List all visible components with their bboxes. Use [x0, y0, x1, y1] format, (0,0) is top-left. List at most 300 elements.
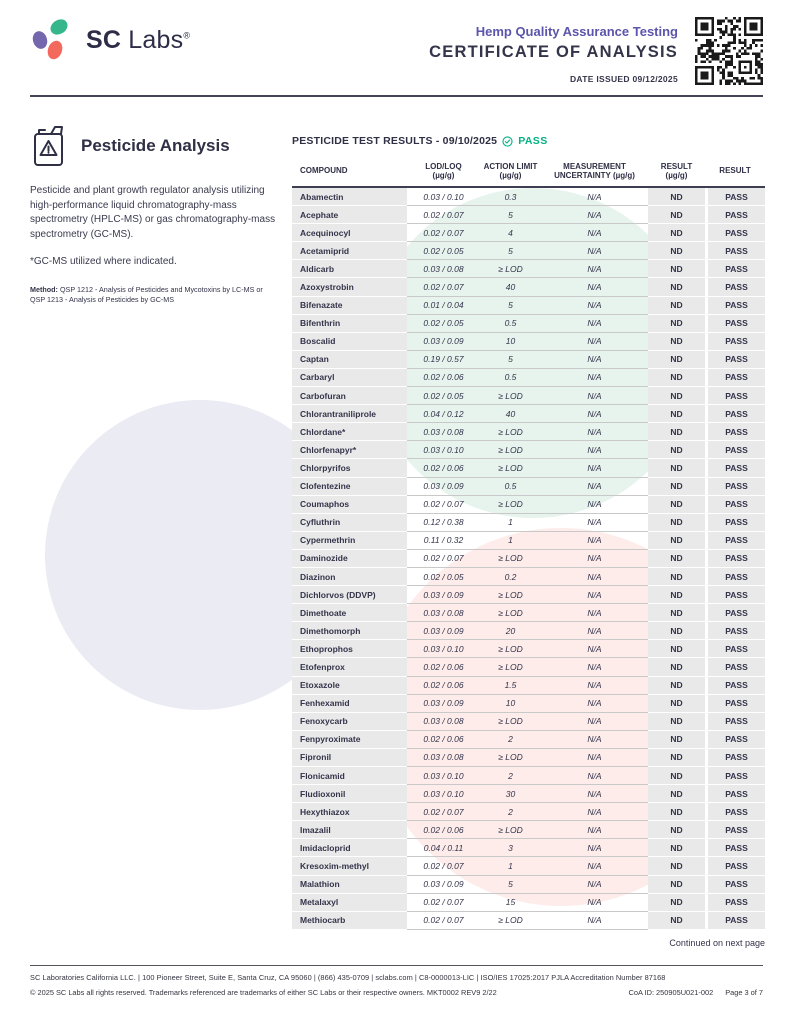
- uncertainty-cell: N/A: [541, 496, 648, 514]
- result-value-cell: ND: [648, 459, 705, 477]
- compound-cell: Cyfluthrin: [292, 514, 407, 532]
- table-row: [292, 713, 765, 731]
- result-value-cell: ND: [648, 478, 705, 496]
- section-title: Pesticide Analysis: [81, 136, 230, 155]
- compound-cell: Imazalil: [292, 821, 407, 839]
- action-limit-cell: 4: [480, 224, 541, 242]
- table-row: [292, 658, 765, 676]
- pesticide-canister-icon: [30, 124, 68, 168]
- result-status-cell: PASS: [705, 532, 765, 550]
- table-row: [292, 333, 765, 351]
- action-limit-cell: ≥ LOD: [480, 496, 541, 514]
- result-status-cell: PASS: [705, 785, 765, 803]
- result-value-cell: ND: [648, 260, 705, 278]
- uncertainty-cell: N/A: [541, 894, 648, 912]
- method-text: QSP 1212 - Analysis of Pesticides and Mycotoxins by LC-MS or QSP 1213 - Analysis of Pesticides by GC-MS: [30, 285, 263, 304]
- footer-copyright: © 2025 SC Labs all rights reserved. Trademarks referenced are trademarks of either SC Labs or their respective owners. MKT0002 REV9 2/22: [30, 988, 497, 997]
- compound-cell: Fenpyroximate: [292, 731, 407, 749]
- result-value-cell: ND: [648, 297, 705, 315]
- lod-loq-cell: 0.02 / 0.07: [407, 912, 480, 930]
- action-limit-cell: 15: [480, 894, 541, 912]
- col-action-limit: [480, 156, 541, 186]
- compound-cell: Chlorpyrifos: [292, 459, 407, 477]
- table-row: [292, 278, 765, 296]
- action-limit-cell: 1: [480, 857, 541, 875]
- result-status-cell: PASS: [705, 622, 765, 640]
- lod-loq-cell: 0.02 / 0.07: [407, 803, 480, 821]
- compound-cell: Chlorfenapyr*: [292, 441, 407, 459]
- lod-loq-cell: 0.02 / 0.06: [407, 459, 480, 477]
- table-row: [292, 876, 765, 894]
- table-row: [292, 514, 765, 532]
- result-status-cell: PASS: [705, 459, 765, 477]
- table-row: [292, 550, 765, 568]
- uncertainty-cell: N/A: [541, 188, 648, 206]
- result-value-cell: ND: [648, 441, 705, 459]
- footer-coa-block: [617, 988, 763, 997]
- uncertainty-cell: N/A: [541, 912, 648, 930]
- compound-cell: Ethoprophos: [292, 640, 407, 658]
- result-value-cell: ND: [648, 586, 705, 604]
- table-row: [292, 387, 765, 405]
- lod-loq-cell: 0.19 / 0.57: [407, 351, 480, 369]
- result-status-cell: PASS: [705, 550, 765, 568]
- compound-cell: Clofentezine: [292, 478, 407, 496]
- compound-cell: Flonicamid: [292, 767, 407, 785]
- compound-cell: Fenhexamid: [292, 695, 407, 713]
- lod-loq-cell: 0.02 / 0.07: [407, 224, 480, 242]
- col-uncertainty: [541, 156, 648, 186]
- action-limit-cell: 0.5: [480, 369, 541, 387]
- col-label: MEASUREMENT: [563, 161, 626, 171]
- uncertainty-cell: N/A: [541, 514, 648, 532]
- header-title-block: [429, 24, 678, 84]
- program-name: Hemp Quality Assurance Testing: [475, 24, 678, 39]
- page-number: Page 3 of 7: [725, 988, 763, 997]
- action-limit-cell: ≥ LOD: [480, 387, 541, 405]
- table-row: [292, 405, 765, 423]
- col-unit: (µg/g): [432, 171, 455, 180]
- compound-cell: Azoxystrobin: [292, 278, 407, 296]
- compound-cell: Fludioxonil: [292, 785, 407, 803]
- lod-loq-cell: 0.03 / 0.09: [407, 478, 480, 496]
- result-status-cell: PASS: [705, 857, 765, 875]
- col-lod-loq: [407, 156, 480, 186]
- uncertainty-cell: N/A: [541, 731, 648, 749]
- table-row: [292, 640, 765, 658]
- result-value-cell: ND: [648, 677, 705, 695]
- lod-loq-cell: 0.02 / 0.07: [407, 894, 480, 912]
- uncertainty-cell: N/A: [541, 821, 648, 839]
- lod-loq-cell: 0.03 / 0.10: [407, 785, 480, 803]
- uncertainty-cell: N/A: [541, 713, 648, 731]
- uncertainty-cell: N/A: [541, 658, 648, 676]
- table-row: [292, 297, 765, 315]
- compound-cell: Diazinon: [292, 568, 407, 586]
- compound-cell: Carbaryl: [292, 369, 407, 387]
- col-label: RESULT: [719, 166, 751, 176]
- header-divider: [30, 95, 763, 97]
- result-status-cell: PASS: [705, 369, 765, 387]
- result-status-cell: PASS: [705, 604, 765, 622]
- action-limit-cell: 1: [480, 532, 541, 550]
- result-status-cell: PASS: [705, 640, 765, 658]
- uncertainty-cell: N/A: [541, 333, 648, 351]
- lod-loq-cell: 0.04 / 0.12: [407, 405, 480, 423]
- lod-loq-cell: 0.02 / 0.07: [407, 857, 480, 875]
- result-status-cell: PASS: [705, 821, 765, 839]
- lod-loq-cell: 0.03 / 0.08: [407, 604, 480, 622]
- table-row: [292, 224, 765, 242]
- compound-cell: Chlorantraniliprole: [292, 405, 407, 423]
- table-row: [292, 369, 765, 387]
- lod-loq-cell: 0.02 / 0.05: [407, 387, 480, 405]
- lod-loq-cell: 0.01 / 0.04: [407, 297, 480, 315]
- result-value-cell: ND: [648, 857, 705, 875]
- uncertainty-cell: N/A: [541, 677, 648, 695]
- uncertainty-cell: N/A: [541, 876, 648, 894]
- uncertainty-cell: N/A: [541, 785, 648, 803]
- result-value-cell: ND: [648, 731, 705, 749]
- results-table-body: [292, 188, 765, 930]
- result-value-cell: ND: [648, 333, 705, 351]
- table-row: [292, 912, 765, 930]
- col-result-value: [648, 156, 705, 186]
- compound-cell: Captan: [292, 351, 407, 369]
- action-limit-cell: 5: [480, 242, 541, 260]
- table-row: [292, 894, 765, 912]
- col-unit: (µg/g): [499, 171, 522, 180]
- compound-cell: Bifenthrin: [292, 315, 407, 333]
- table-row: [292, 242, 765, 260]
- compound-cell: Metalaxyl: [292, 894, 407, 912]
- col-result-status: [705, 156, 765, 186]
- document-title: CERTIFICATE OF ANALYSIS: [429, 43, 678, 61]
- result-value-cell: ND: [648, 604, 705, 622]
- result-value-cell: ND: [648, 713, 705, 731]
- action-limit-cell: ≥ LOD: [480, 604, 541, 622]
- table-row: [292, 677, 765, 695]
- col-label: COMPOUND: [300, 166, 348, 176]
- result-status-cell: PASS: [705, 315, 765, 333]
- lod-loq-cell: 0.03 / 0.09: [407, 586, 480, 604]
- result-status-cell: PASS: [705, 206, 765, 224]
- lod-loq-cell: 0.11 / 0.32: [407, 532, 480, 550]
- lod-loq-cell: 0.03 / 0.09: [407, 622, 480, 640]
- uncertainty-cell: N/A: [541, 278, 648, 296]
- action-limit-cell: 30: [480, 785, 541, 803]
- lod-loq-cell: 0.02 / 0.07: [407, 278, 480, 296]
- coa-id: CoA ID: 250905U021-002: [628, 988, 714, 997]
- result-value-cell: ND: [648, 821, 705, 839]
- table-row: [292, 749, 765, 767]
- action-limit-cell: 5: [480, 206, 541, 224]
- results-title: PESTICIDE TEST RESULTS - 09/10/2025: [292, 135, 498, 147]
- result-value-cell: ND: [648, 405, 705, 423]
- result-status-cell: PASS: [705, 423, 765, 441]
- uncertainty-cell: N/A: [541, 297, 648, 315]
- result-status-cell: PASS: [705, 514, 765, 532]
- uncertainty-cell: N/A: [541, 767, 648, 785]
- uncertainty-cell: N/A: [541, 478, 648, 496]
- sc-labs-logo-icon: [30, 16, 76, 64]
- action-limit-cell: 1.5: [480, 677, 541, 695]
- action-limit-cell: ≥ LOD: [480, 912, 541, 930]
- pass-check-icon: [502, 136, 513, 147]
- result-value-cell: ND: [648, 767, 705, 785]
- action-limit-cell: 1: [480, 514, 541, 532]
- compound-cell: Methiocarb: [292, 912, 407, 930]
- lod-loq-cell: 0.02 / 0.06: [407, 821, 480, 839]
- result-status-cell: PASS: [705, 731, 765, 749]
- result-value-cell: ND: [648, 568, 705, 586]
- lod-loq-cell: 0.02 / 0.07: [407, 206, 480, 224]
- table-row: [292, 785, 765, 803]
- pesticide-test-results: [292, 135, 765, 948]
- table-row: [292, 767, 765, 785]
- compound-cell: Daminozide: [292, 550, 407, 568]
- col-label: LOD/LOQ: [425, 161, 462, 171]
- action-limit-cell: 10: [480, 333, 541, 351]
- uncertainty-cell: N/A: [541, 839, 648, 857]
- result-value-cell: ND: [648, 894, 705, 912]
- table-row: [292, 532, 765, 550]
- brand-bold: SC: [86, 25, 122, 54]
- uncertainty-cell: N/A: [541, 695, 648, 713]
- result-value-cell: ND: [648, 351, 705, 369]
- lod-loq-cell: 0.03 / 0.10: [407, 441, 480, 459]
- lod-loq-cell: 0.02 / 0.06: [407, 731, 480, 749]
- action-limit-cell: ≥ LOD: [480, 658, 541, 676]
- compound-cell: Malathion: [292, 876, 407, 894]
- compound-cell: Etoxazole: [292, 677, 407, 695]
- compound-cell: Acetamiprid: [292, 242, 407, 260]
- table-row: [292, 586, 765, 604]
- result-status-cell: PASS: [705, 695, 765, 713]
- compound-cell: Acequinocyl: [292, 224, 407, 242]
- result-value-cell: ND: [648, 912, 705, 930]
- action-limit-cell: 2: [480, 767, 541, 785]
- uncertainty-cell: N/A: [541, 224, 648, 242]
- uncertainty-cell: N/A: [541, 640, 648, 658]
- table-header: [292, 156, 765, 188]
- table-row: [292, 695, 765, 713]
- action-limit-cell: 20: [480, 622, 541, 640]
- table-row: [292, 496, 765, 514]
- result-value-cell: ND: [648, 876, 705, 894]
- result-value-cell: ND: [648, 188, 705, 206]
- qr-code: [695, 17, 763, 85]
- result-value-cell: ND: [648, 749, 705, 767]
- action-limit-cell: 0.2: [480, 568, 541, 586]
- result-status-cell: PASS: [705, 333, 765, 351]
- table-row: [292, 441, 765, 459]
- result-status-cell: PASS: [705, 749, 765, 767]
- action-limit-cell: 2: [480, 731, 541, 749]
- action-limit-cell: ≥ LOD: [480, 260, 541, 278]
- lod-loq-cell: 0.02 / 0.06: [407, 677, 480, 695]
- action-limit-cell: ≥ LOD: [480, 459, 541, 477]
- result-value-cell: ND: [648, 369, 705, 387]
- lod-loq-cell: 0.04 / 0.11: [407, 839, 480, 857]
- uncertainty-cell: N/A: [541, 206, 648, 224]
- lod-loq-cell: 0.03 / 0.08: [407, 423, 480, 441]
- uncertainty-cell: N/A: [541, 803, 648, 821]
- uncertainty-cell: N/A: [541, 405, 648, 423]
- table-row: [292, 206, 765, 224]
- col-unit: UNCERTAINTY (µg/g): [554, 171, 635, 180]
- result-status-cell: PASS: [705, 839, 765, 857]
- result-value-cell: ND: [648, 387, 705, 405]
- action-limit-cell: 5: [480, 351, 541, 369]
- uncertainty-cell: N/A: [541, 369, 648, 387]
- action-limit-cell: 3: [480, 839, 541, 857]
- compound-cell: Boscalid: [292, 333, 407, 351]
- result-value-cell: ND: [648, 658, 705, 676]
- lod-loq-cell: 0.02 / 0.07: [407, 550, 480, 568]
- action-limit-cell: 2: [480, 803, 541, 821]
- result-status-cell: PASS: [705, 297, 765, 315]
- compound-cell: Etofenprox: [292, 658, 407, 676]
- uncertainty-cell: N/A: [541, 260, 648, 278]
- compound-cell: Hexythiazox: [292, 803, 407, 821]
- uncertainty-cell: N/A: [541, 423, 648, 441]
- col-label: RESULT: [660, 161, 693, 171]
- result-status-cell: PASS: [705, 803, 765, 821]
- col-label: ACTION LIMIT: [483, 161, 538, 171]
- result-status-cell: PASS: [705, 188, 765, 206]
- lod-loq-cell: 0.02 / 0.06: [407, 369, 480, 387]
- result-value-cell: ND: [648, 423, 705, 441]
- uncertainty-cell: N/A: [541, 315, 648, 333]
- col-unit: (µg/g): [665, 171, 688, 180]
- result-status-cell: PASS: [705, 351, 765, 369]
- compound-cell: Cypermethrin: [292, 532, 407, 550]
- compound-cell: Kresoxim-methyl: [292, 857, 407, 875]
- table-row: [292, 839, 765, 857]
- action-limit-cell: 5: [480, 297, 541, 315]
- pesticide-analysis-panel: [30, 124, 282, 305]
- compound-cell: Fipronil: [292, 749, 407, 767]
- action-limit-cell: 40: [480, 278, 541, 296]
- results-status-badge: PASS: [518, 135, 548, 147]
- table-row: [292, 423, 765, 441]
- uncertainty-cell: N/A: [541, 568, 648, 586]
- lod-loq-cell: 0.03 / 0.08: [407, 260, 480, 278]
- lod-loq-cell: 0.03 / 0.08: [407, 713, 480, 731]
- result-status-cell: PASS: [705, 278, 765, 296]
- result-value-cell: ND: [648, 532, 705, 550]
- compound-cell: Aldicarb: [292, 260, 407, 278]
- lod-loq-cell: 0.02 / 0.05: [407, 315, 480, 333]
- table-row: [292, 821, 765, 839]
- compound-cell: Dichlorvos (DDVP): [292, 586, 407, 604]
- result-status-cell: PASS: [705, 496, 765, 514]
- result-status-cell: PASS: [705, 767, 765, 785]
- compound-cell: Dimethoate: [292, 604, 407, 622]
- section-description: Pesticide and plant growth regulator analysis utilizing high-performance liquid chromatography-mass spectrometry (HPLC-MS) or gas chromatography-mass spectrometry (GC-MS).: [30, 185, 276, 240]
- result-status-cell: PASS: [705, 260, 765, 278]
- result-value-cell: ND: [648, 496, 705, 514]
- result-status-cell: PASS: [705, 894, 765, 912]
- brand-name: [86, 26, 190, 55]
- col-compound: [292, 156, 407, 186]
- uncertainty-cell: N/A: [541, 749, 648, 767]
- table-row: [292, 803, 765, 821]
- lod-loq-cell: 0.02 / 0.06: [407, 658, 480, 676]
- compound-cell: Coumaphos: [292, 496, 407, 514]
- result-value-cell: ND: [648, 550, 705, 568]
- result-value-cell: ND: [648, 785, 705, 803]
- uncertainty-cell: N/A: [541, 550, 648, 568]
- table-row: [292, 260, 765, 278]
- result-status-cell: PASS: [705, 876, 765, 894]
- table-row: [292, 568, 765, 586]
- uncertainty-cell: N/A: [541, 242, 648, 260]
- brand-regular: Labs: [128, 25, 184, 54]
- lod-loq-cell: 0.03 / 0.08: [407, 749, 480, 767]
- result-value-cell: ND: [648, 622, 705, 640]
- lod-loq-cell: 0.12 / 0.38: [407, 514, 480, 532]
- method-label: Method:: [30, 285, 58, 294]
- action-limit-cell: 40: [480, 405, 541, 423]
- compound-cell: Fenoxycarb: [292, 713, 407, 731]
- uncertainty-cell: N/A: [541, 459, 648, 477]
- action-limit-cell: ≥ LOD: [480, 749, 541, 767]
- uncertainty-cell: N/A: [541, 351, 648, 369]
- action-limit-cell: 0.5: [480, 315, 541, 333]
- lod-loq-cell: 0.02 / 0.07: [407, 496, 480, 514]
- result-status-cell: PASS: [705, 568, 765, 586]
- table-row: [292, 731, 765, 749]
- result-status-cell: PASS: [705, 713, 765, 731]
- continued-note: Continued on next page: [669, 937, 765, 948]
- sc-labs-logo: [30, 16, 190, 64]
- compound-cell: Dimethomorph: [292, 622, 407, 640]
- table-row: [292, 188, 765, 206]
- uncertainty-cell: N/A: [541, 387, 648, 405]
- lod-loq-cell: 0.02 / 0.05: [407, 568, 480, 586]
- result-value-cell: ND: [648, 839, 705, 857]
- action-limit-cell: 10: [480, 695, 541, 713]
- result-status-cell: PASS: [705, 387, 765, 405]
- result-value-cell: ND: [648, 315, 705, 333]
- result-value-cell: ND: [648, 803, 705, 821]
- compound-cell: Imidacloprid: [292, 839, 407, 857]
- registered-mark: ®: [183, 30, 191, 41]
- result-status-cell: PASS: [705, 405, 765, 423]
- table-row: [292, 622, 765, 640]
- compound-cell: Bifenazate: [292, 297, 407, 315]
- result-status-cell: PASS: [705, 478, 765, 496]
- action-limit-cell: ≥ LOD: [480, 713, 541, 731]
- action-limit-cell: ≥ LOD: [480, 423, 541, 441]
- action-limit-cell: ≥ LOD: [480, 640, 541, 658]
- table-row: [292, 315, 765, 333]
- compound-cell: Chlordane*: [292, 423, 407, 441]
- result-value-cell: ND: [648, 514, 705, 532]
- method-note: [30, 285, 270, 305]
- uncertainty-cell: N/A: [541, 532, 648, 550]
- compound-cell: Carbofuran: [292, 387, 407, 405]
- result-status-cell: PASS: [705, 658, 765, 676]
- lod-loq-cell: 0.03 / 0.10: [407, 640, 480, 658]
- action-limit-cell: ≥ LOD: [480, 550, 541, 568]
- result-value-cell: ND: [648, 224, 705, 242]
- compound-cell: Acephate: [292, 206, 407, 224]
- uncertainty-cell: N/A: [541, 622, 648, 640]
- gcms-note: *GC-MS utilized where indicated.: [30, 256, 177, 267]
